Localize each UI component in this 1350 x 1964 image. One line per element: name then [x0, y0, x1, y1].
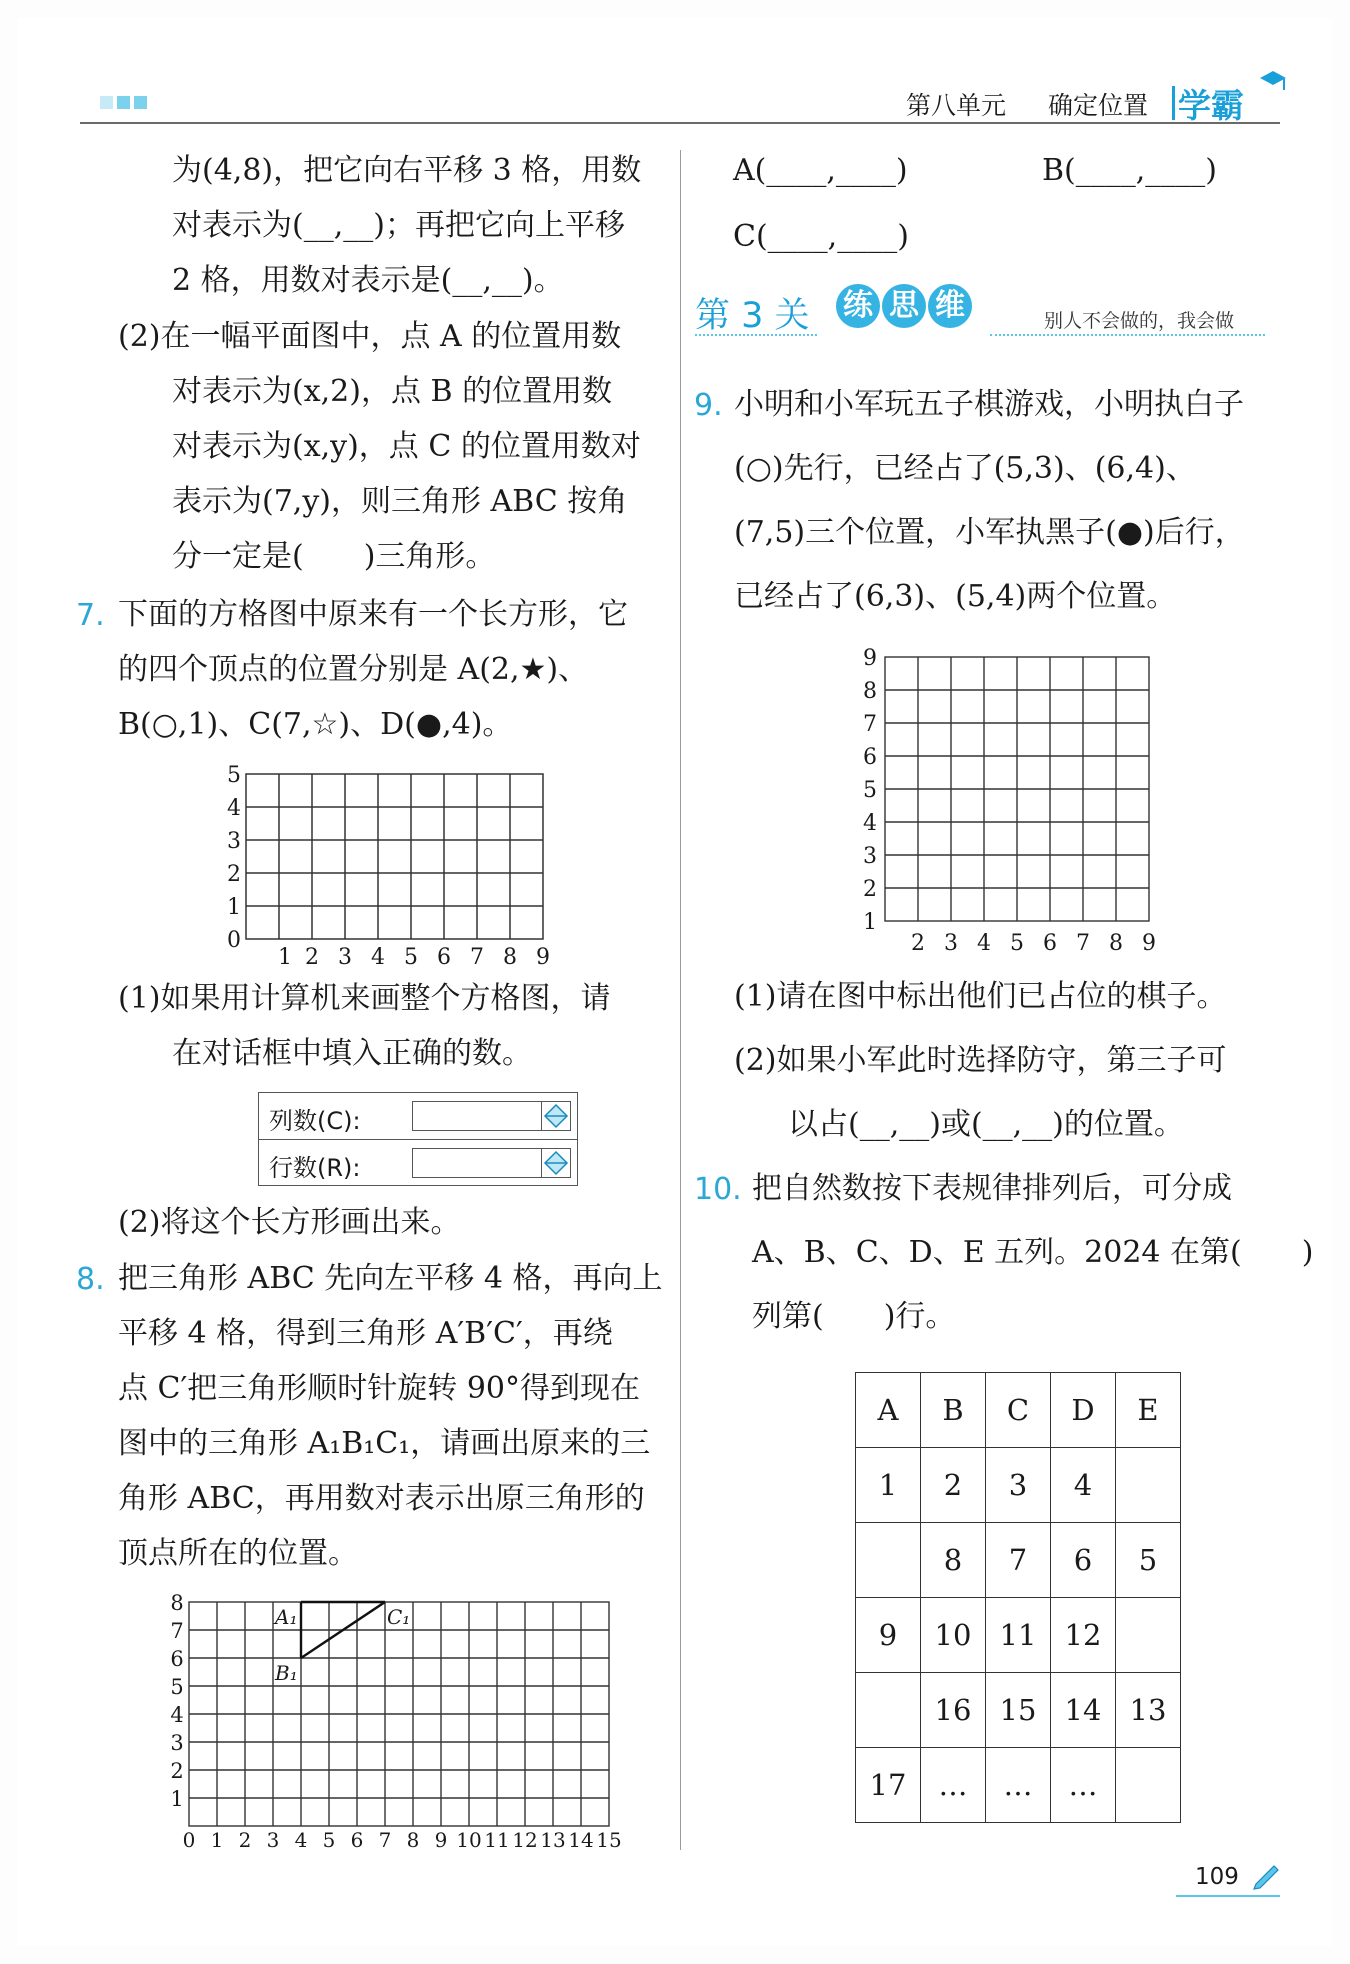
q6-2-line-1: (2)在一幅平面图中，点 A 的位置用数	[118, 319, 622, 354]
table-cell: 13	[1116, 1673, 1181, 1748]
section-subtitle: 别人不会做的，我会做	[1044, 310, 1235, 332]
q8-y-label: 1	[170, 1787, 184, 1811]
q6-line-2: 对表示为(__,__)；再把它向上平移	[172, 208, 625, 243]
q7-grid-lines	[246, 774, 543, 939]
q9-y-label: 5	[863, 778, 877, 803]
q9-number: 9.	[694, 388, 723, 423]
q9-x-label: 4	[977, 931, 991, 956]
q9-y-label: 9	[863, 646, 877, 671]
q8-x-label: 10	[456, 1828, 482, 1850]
q9-y-label: 2	[863, 877, 877, 902]
q10-line-3: 列第( )行。	[752, 1299, 956, 1334]
q7-x-label: 8	[503, 945, 517, 970]
table-cell: …	[1051, 1748, 1116, 1823]
q10-line-1: 把自然数按下表规律排列后，可分成	[752, 1171, 1232, 1206]
q7-y-label: 1	[227, 895, 241, 920]
q8-x-label: 9	[434, 1828, 448, 1850]
section-underline	[990, 334, 1265, 336]
q8-grid-lines	[189, 1602, 609, 1826]
q8-x-label: 6	[350, 1828, 364, 1850]
q9-line-2: (○)先行，已经占了(5,3)、(6,4)、	[734, 451, 1196, 486]
row-count-spinner-icon[interactable]	[541, 1148, 571, 1178]
table-cell: 11	[986, 1598, 1051, 1673]
section-badge-char: 练	[836, 284, 880, 328]
answer-a: A(____,____)	[733, 153, 908, 188]
q8-x-label: 14	[568, 1828, 594, 1850]
table-cell: 5	[1116, 1523, 1181, 1598]
q7-y-label: 3	[227, 829, 241, 854]
q9-sub1: (1)请在图中标出他们已占位的棋子。	[734, 979, 1227, 1014]
table-cell: 3	[986, 1448, 1051, 1523]
q7-x-label: 4	[371, 945, 385, 970]
table-cell: C	[986, 1373, 1051, 1448]
table-cell: …	[986, 1748, 1051, 1823]
q7-line-1: 下面的方格图中原来有一个长方形，它	[118, 597, 628, 632]
answer-c: C(____,____)	[733, 219, 909, 254]
table-cell	[1116, 1598, 1181, 1673]
page-number: 109	[1195, 1864, 1239, 1890]
q9-y-label: 3	[863, 844, 877, 869]
table-cell	[856, 1673, 921, 1748]
table-cell: 8	[921, 1523, 986, 1598]
brand-logo: 学霸	[1178, 86, 1244, 125]
q8-x-label: 2	[238, 1828, 252, 1850]
q9-y-label: 4	[863, 811, 877, 836]
table-cell: A	[856, 1373, 921, 1448]
q7-x-label: 2	[305, 945, 319, 970]
q9-line-3: (7,5)三个位置，小军执黑子(●)后行，	[734, 515, 1245, 550]
q8-line-1: 把三角形 ABC 先向左平移 4 格，再向上	[118, 1261, 663, 1296]
q8-x-label: 12	[512, 1828, 538, 1850]
table-row	[856, 1598, 1181, 1673]
q7-y-label: 0	[227, 928, 241, 953]
table-cell: 12	[1051, 1598, 1116, 1673]
q7-y-label: 2	[227, 862, 241, 887]
q9-grid	[855, 645, 1165, 965]
q6-line-1: 为(4,8)，把它向右平移 3 格，用数	[172, 153, 642, 188]
table-cell: E	[1116, 1373, 1181, 1448]
q8-y-label: 7	[170, 1619, 184, 1643]
q8-x-label: 11	[484, 1828, 510, 1850]
q7-x-label: 5	[404, 945, 418, 970]
row-count-row	[259, 1139, 577, 1186]
q8-y-label: 2	[170, 1759, 184, 1783]
q8-x-label: 7	[378, 1828, 392, 1850]
q8-line-3: 点 C′把三角形顺时针旋转 90°得到现在	[118, 1371, 641, 1406]
table-cell: 1	[856, 1448, 921, 1523]
table-cell	[1116, 1448, 1181, 1523]
q8-grid	[165, 1590, 625, 1850]
q9-y-label: 7	[863, 712, 877, 737]
q9-line-1: 小明和小军玩五子棋游戏，小明执白子	[734, 387, 1244, 422]
section-badge-char: 维	[928, 284, 972, 328]
column-count-spinner-icon[interactable]	[541, 1101, 571, 1131]
table-row	[856, 1448, 1181, 1523]
q7-number: 7.	[76, 598, 105, 633]
q8-y-label: 4	[170, 1703, 184, 1727]
header-unit: 第八单元	[906, 91, 1007, 120]
q8-x-label: 15	[596, 1828, 622, 1850]
header-rule	[80, 122, 1280, 124]
table-row	[856, 1748, 1181, 1823]
q8-y-label: 6	[170, 1647, 184, 1671]
brand-divider	[1172, 86, 1175, 120]
header-decoration	[100, 96, 147, 109]
q9-x-label: 3	[944, 931, 958, 956]
q8-line-5: 角形 ABC，再用数对表示出原三角形的	[118, 1481, 645, 1516]
table-header-row	[856, 1373, 1181, 1448]
q6-2-line-2: 对表示为(x,2)，点 B 的位置用数	[172, 374, 613, 409]
q7-line-3: B(○,1)、C(7,☆)、D(●,4)。	[118, 707, 513, 742]
table-cell: 7	[986, 1523, 1051, 1598]
q8-y-label: 8	[170, 1591, 184, 1615]
q9-line-4: 已经占了(6,3)、(5,4)两个位置。	[734, 579, 1177, 614]
table-cell: 2	[921, 1448, 986, 1523]
table-row	[856, 1673, 1181, 1748]
header-topic: 确定位置	[1048, 91, 1149, 120]
q8-x-label: 4	[294, 1828, 308, 1850]
table-row	[856, 1523, 1181, 1598]
table-cell: 9	[856, 1598, 921, 1673]
section-underline	[695, 334, 817, 336]
table-cell: 16	[921, 1673, 986, 1748]
q8-x-label: 0	[182, 1828, 196, 1850]
q7-y-label: 5	[227, 763, 241, 788]
q7-x-label: 9	[536, 945, 550, 970]
q7-x-label: 1	[278, 945, 292, 970]
q9-sub2-line-2: 以占(__,__)或(__,__)的位置。	[788, 1107, 1184, 1142]
row-count-input[interactable]	[412, 1148, 542, 1178]
q8-x-label: 13	[540, 1828, 566, 1850]
pencil-icon	[1250, 1860, 1282, 1890]
q7-line-2: 的四个顶点的位置分别是 A(2,★)、	[118, 652, 589, 687]
table-cell: D	[1051, 1373, 1116, 1448]
q7-x-label: 7	[470, 945, 484, 970]
graduation-cap-icon	[1258, 68, 1288, 94]
q9-y-label: 8	[863, 679, 877, 704]
table-cell: 14	[1051, 1673, 1116, 1748]
vertex-b1-label: B₁	[275, 1661, 298, 1685]
q7-x-label: 3	[338, 945, 352, 970]
column-count-label: 列数(C):	[269, 1107, 361, 1135]
table-cell: 4	[1051, 1448, 1116, 1523]
section-badge-char: 思	[882, 284, 926, 328]
q9-x-label: 7	[1076, 931, 1090, 956]
grid-size-dialog	[258, 1092, 578, 1186]
vertex-a1-label: A₁	[275, 1605, 298, 1629]
q6-line-3: 2 格，用数对表示是(__,__)。	[172, 263, 564, 298]
q8-line-6: 顶点所在的位置。	[118, 1536, 358, 1571]
q10-number: 10.	[694, 1172, 742, 1207]
q9-x-label: 9	[1142, 931, 1156, 956]
q7-sub2: (2)将这个长方形画出来。	[118, 1205, 461, 1240]
q6-2-line-3: 对表示为(x,y)，点 C 的位置用数对	[172, 429, 641, 464]
table-cell: 10	[921, 1598, 986, 1673]
q9-y-label: 1	[863, 910, 877, 935]
number-pattern-table	[855, 1372, 1181, 1823]
vertex-c1-label: C₁	[387, 1605, 411, 1629]
q6-2-line-4: 表示为(7,y)，则三角形 ABC 按角	[172, 484, 628, 519]
q8-x-label: 3	[266, 1828, 280, 1850]
section-title: 第 3 关	[695, 296, 810, 336]
q8-line-4: 图中的三角形 A₁B₁C₁，请画出原来的三	[118, 1426, 651, 1461]
table-cell: 6	[1051, 1523, 1116, 1598]
q9-x-label: 8	[1109, 931, 1123, 956]
q7-y-label: 4	[227, 796, 241, 821]
q9-x-label: 5	[1010, 931, 1024, 956]
column-count-row	[259, 1093, 577, 1139]
row-count-label: 行数(R):	[269, 1154, 361, 1182]
q9-y-label: 6	[863, 745, 877, 770]
q7-grid	[220, 760, 560, 970]
q9-grid-lines	[885, 657, 1149, 921]
section-badge	[836, 284, 972, 328]
q9-sub2-line-1: (2)如果小军此时选择防守，第三子可	[734, 1043, 1227, 1078]
q8-line-2: 平移 4 格，得到三角形 A′B′C′，再绕	[118, 1316, 613, 1351]
q9-x-label: 6	[1043, 931, 1057, 956]
q10-line-2: A、B、C、D、E 五列。2024 在第( )	[752, 1235, 1314, 1270]
q8-y-label: 5	[170, 1675, 184, 1699]
column-divider	[680, 150, 681, 1850]
page-number-rule	[1176, 1895, 1280, 1897]
q7-sub1-line-1: (1)如果用计算机来画整个方格图，请	[118, 981, 611, 1016]
table-cell: B	[921, 1373, 986, 1448]
q7-sub1-line-2: 在对话框中填入正确的数。	[172, 1036, 532, 1071]
q8-x-label: 8	[406, 1828, 420, 1850]
q7-x-label: 6	[437, 945, 451, 970]
q8-y-label: 3	[170, 1731, 184, 1755]
table-cell: …	[921, 1748, 986, 1823]
table-cell: 15	[986, 1673, 1051, 1748]
q8-number: 8.	[76, 1262, 105, 1297]
table-cell	[856, 1523, 921, 1598]
table-cell	[1116, 1748, 1181, 1823]
q8-x-label: 5	[322, 1828, 336, 1850]
q9-x-label: 2	[911, 931, 925, 956]
q8-x-label: 1	[210, 1828, 224, 1850]
q6-2-line-5: 分一定是( )三角形。	[172, 539, 496, 574]
table-cell: 17	[856, 1748, 921, 1823]
answer-b: B(____,____)	[1042, 153, 1217, 188]
column-count-input[interactable]	[412, 1101, 542, 1131]
